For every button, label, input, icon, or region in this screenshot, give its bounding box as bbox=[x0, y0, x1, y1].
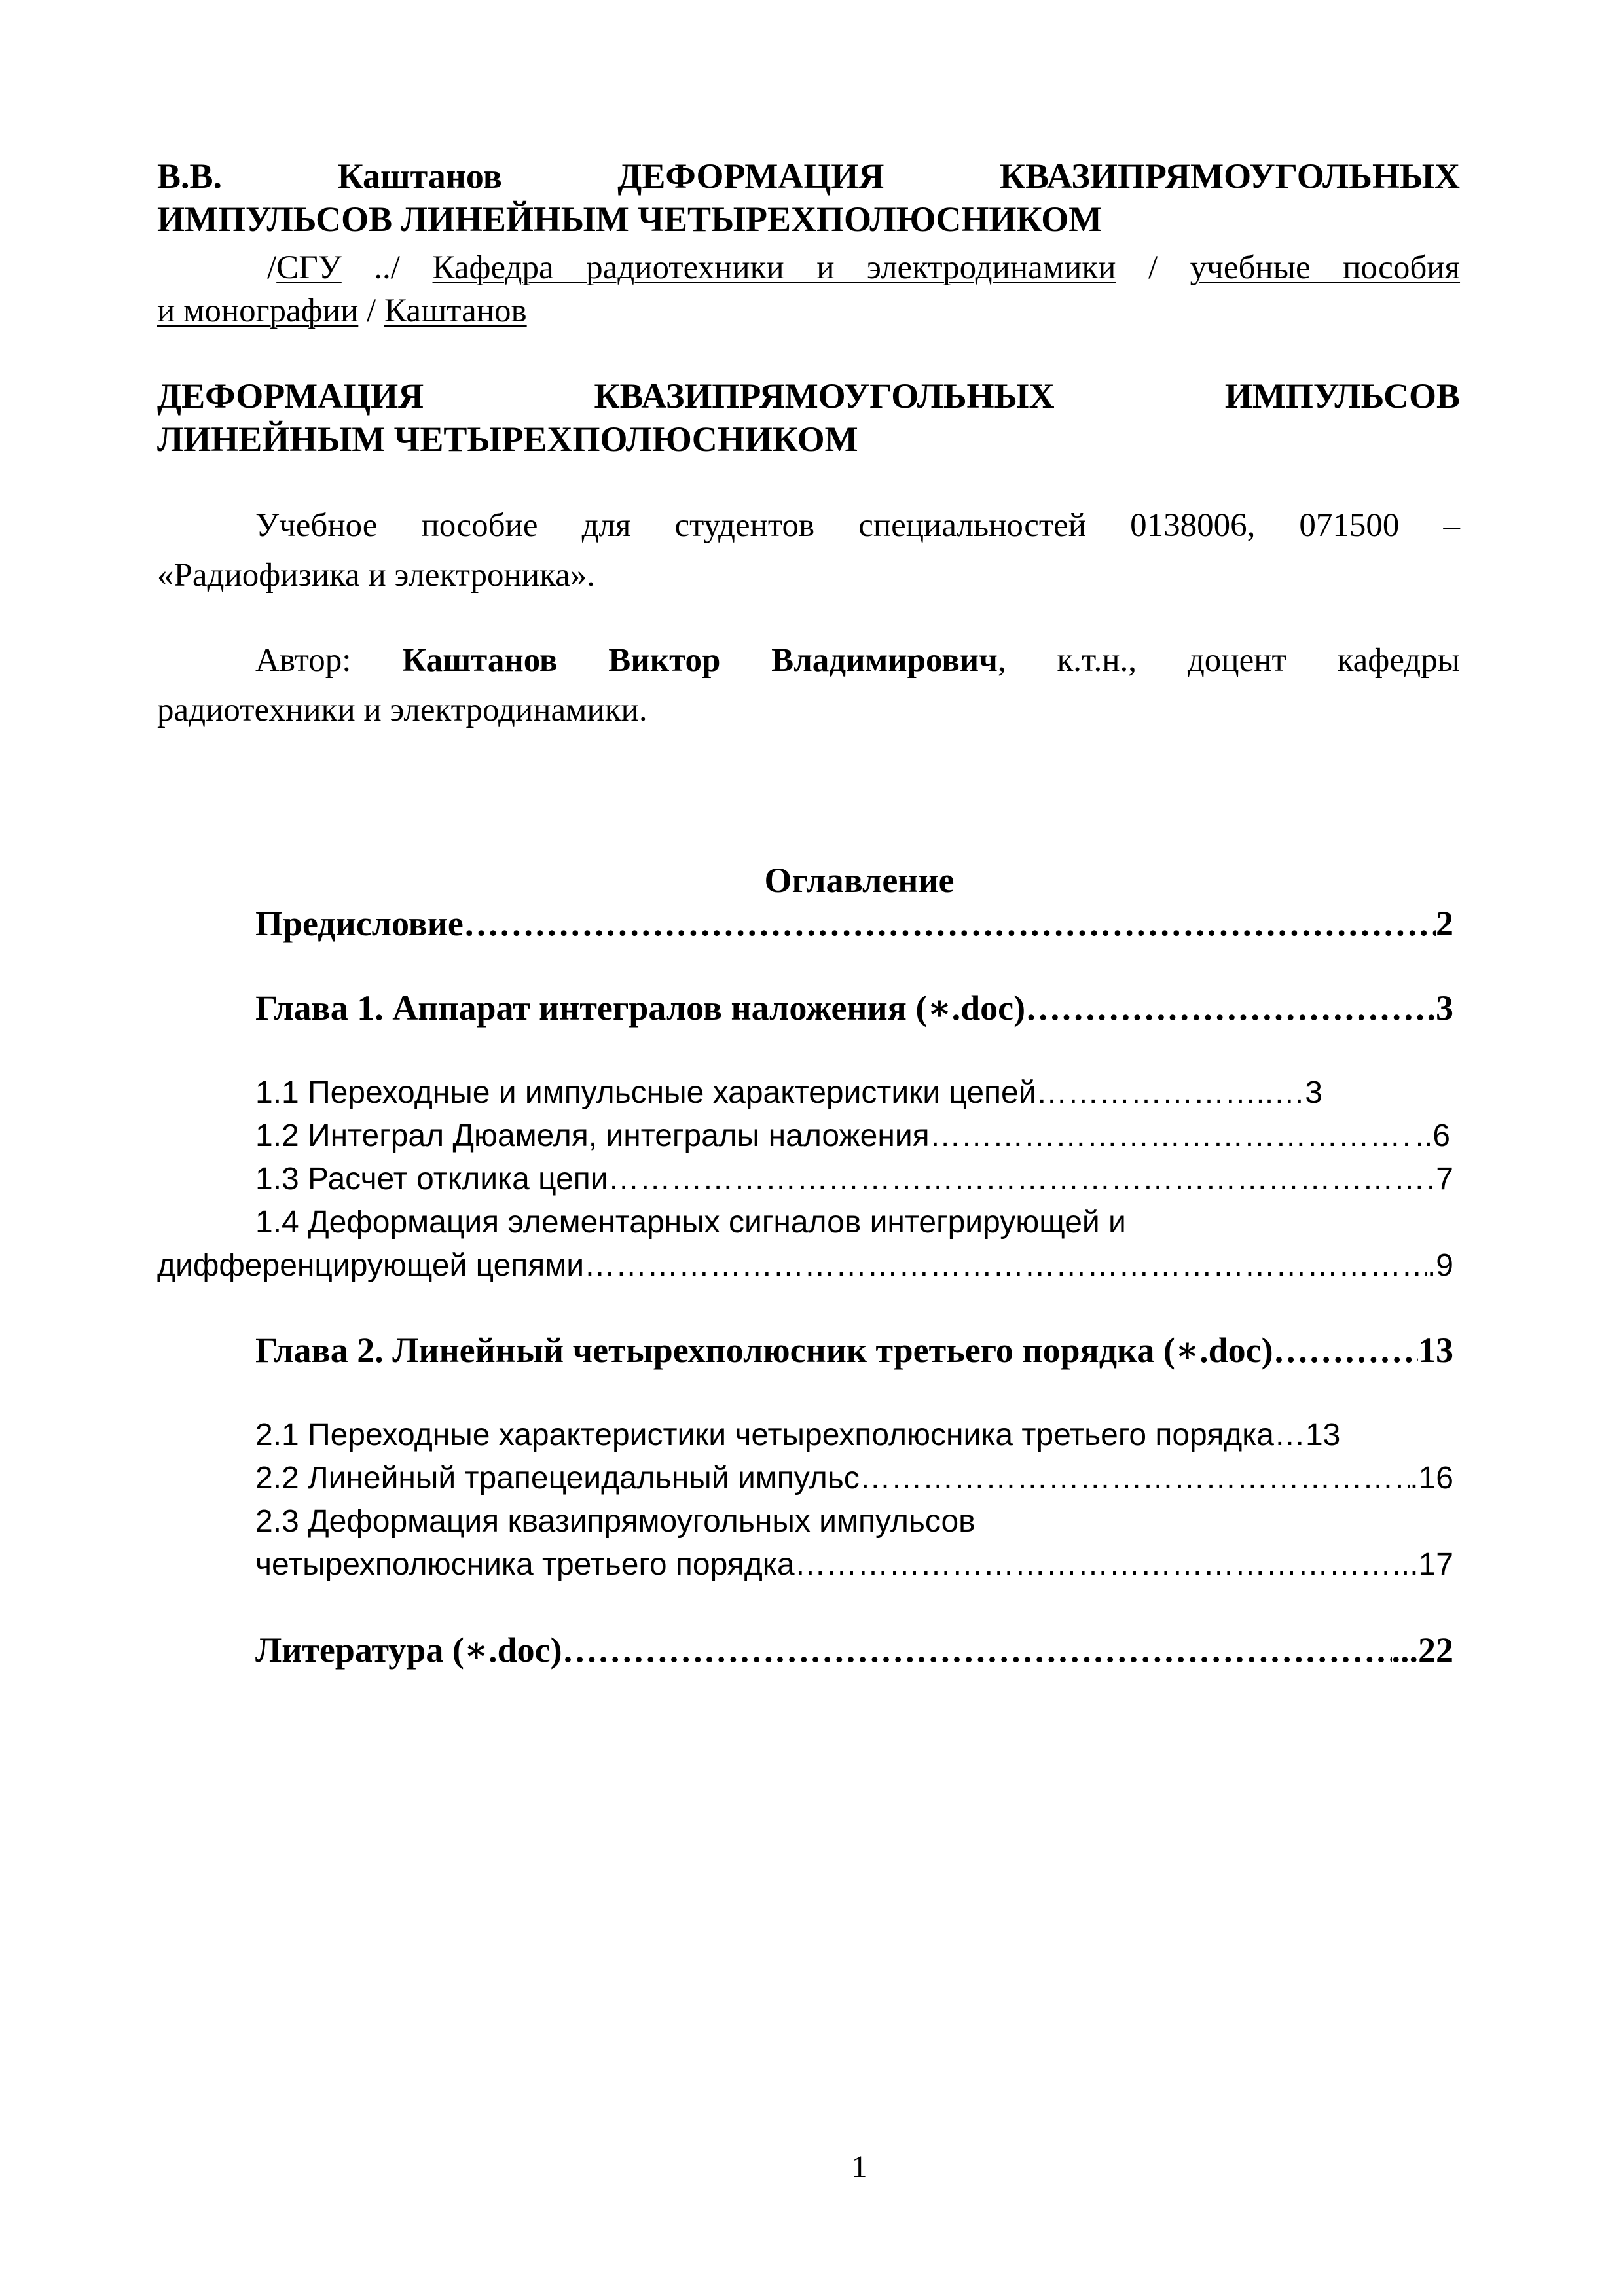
author-initials: В.В. bbox=[157, 156, 223, 196]
breadcrumb bbox=[157, 246, 1460, 289]
main-title-line2: ЛИНЕЙНЫМ ЧЕТЫРЕХПОЛЮСНИКОМ bbox=[157, 420, 858, 459]
header-title-line2: ИМПУЛЬСОВ ЛИНЕЙНЫМ ЧЕТЫРЕХПОЛЮСНИКОМ bbox=[157, 200, 1103, 239]
description-line2: «Радиофизика и электроника». bbox=[157, 557, 596, 594]
main-title-line1: ДЕФОРМАЦИЯ КВАЗИПРЯМОУГОЛЬНЫХ ИМПУЛЬСОВ bbox=[157, 376, 1460, 416]
toc-section-1-1[interactable]: 1.1 Переходные и импульсные характеристики цепей………………….. …3 bbox=[255, 1075, 1322, 1110]
toc-section-1-4-line2[interactable]: дифференцирующей цепями ………………………………………………………………………………………………………………………………………………………………………………………………………… .9 bbox=[157, 1244, 1453, 1287]
author-info-line2: радиотехники и электродинамики. bbox=[157, 692, 647, 728]
toc-chapter-1[interactable]: Глава 1. Аппарат интегралов наложения (∗.doc) ………………………………………………………………………………………………………………………………………………………………………………………………………… .3 bbox=[255, 986, 1453, 1030]
breadcrumb-link-sgu[interactable]: СГУ bbox=[276, 249, 342, 286]
breadcrumb-line1: /СГУ ../ Кафедра радиотехники и электродинамики / учебные пособия bbox=[267, 249, 1461, 286]
toc-literature[interactable]: Литература (∗.doc)………………………… ………………………………………………………………………………………………………………………………………………………………………………………………………… ...22 bbox=[255, 1628, 1453, 1672]
toc-preface[interactable]: Предисловие ………………………………………………………………………………………………………………………………………………………………………………………………………… 2 bbox=[255, 902, 1453, 945]
breadcrumb-line2: и монографии / Каштанов bbox=[157, 293, 527, 329]
toc-heading: Оглавление bbox=[764, 861, 955, 900]
toc-section-2-3-line1[interactable]: 2.3 Деформация квазипрямоугольных импульсов bbox=[255, 1504, 976, 1539]
toc-section-2-2[interactable]: 2.2 Линейный трапецеидальный импульс ………………………………………………………………………………………………………………………………………………………………………………………………………… .16 bbox=[255, 1457, 1453, 1500]
header-title-line1 bbox=[157, 154, 1460, 198]
breadcrumb-link-textbooks[interactable]: учебные пособия bbox=[1190, 249, 1461, 286]
toc-section-1-2[interactable]: 1.2 Интеграл Дюамеля, интегралы наложения ………………………………………………………………………………………………………………………………………………………………………………………………………… ..6 bbox=[255, 1115, 1450, 1158]
toc-chapter-2[interactable]: Глава 2. Линейный четырехполюсник третьего порядка (∗.doc) ………………………………………………………………………………………………………………………………………………………………………………………………………… 13 bbox=[255, 1329, 1453, 1372]
author-name: Каштанов Виктор Владимирович bbox=[402, 642, 998, 679]
toc-section-2-1[interactable]: 2.1 Переходные характеристики четырехполюсника третьего порядка…13 bbox=[255, 1418, 1341, 1452]
breadcrumb-link-department[interactable]: Кафедра радиотехники и электродинамики bbox=[432, 249, 1116, 286]
page-number: 1 bbox=[851, 2149, 867, 2184]
breadcrumb-link-textbooks-cont[interactable]: и монографии bbox=[157, 293, 359, 329]
author-surname: Каштанов bbox=[337, 156, 502, 196]
breadcrumb-link-author[interactable]: Каштанов bbox=[384, 293, 527, 329]
header-title-part1: ДЕФОРМАЦИЯ КВАЗИПРЯМОУГОЛЬНЫХ bbox=[617, 156, 1461, 196]
toc-section-1-4-line1[interactable]: 1.4 Деформация элементарных сигналов интегрирующей и bbox=[255, 1205, 1126, 1240]
toc-section-1-3[interactable]: 1.3 Расчет отклика цепи ………………………………………………………………………………………………………………………………………………………………………………………………………… 7 bbox=[255, 1158, 1453, 1201]
toc-section-2-3-line2[interactable]: четырехполюсника третьего порядка ………………………………………………………………………………………………………………………………………………………………………………………………………… ...17 bbox=[255, 1543, 1453, 1587]
description-line1: Учебное пособие для студентов специальностей 0138006, 071500 – bbox=[255, 507, 1460, 544]
author-info-line1: Автор: Каштанов Виктор Владимирович, к.т.н., доцент кафедры bbox=[255, 642, 1461, 679]
